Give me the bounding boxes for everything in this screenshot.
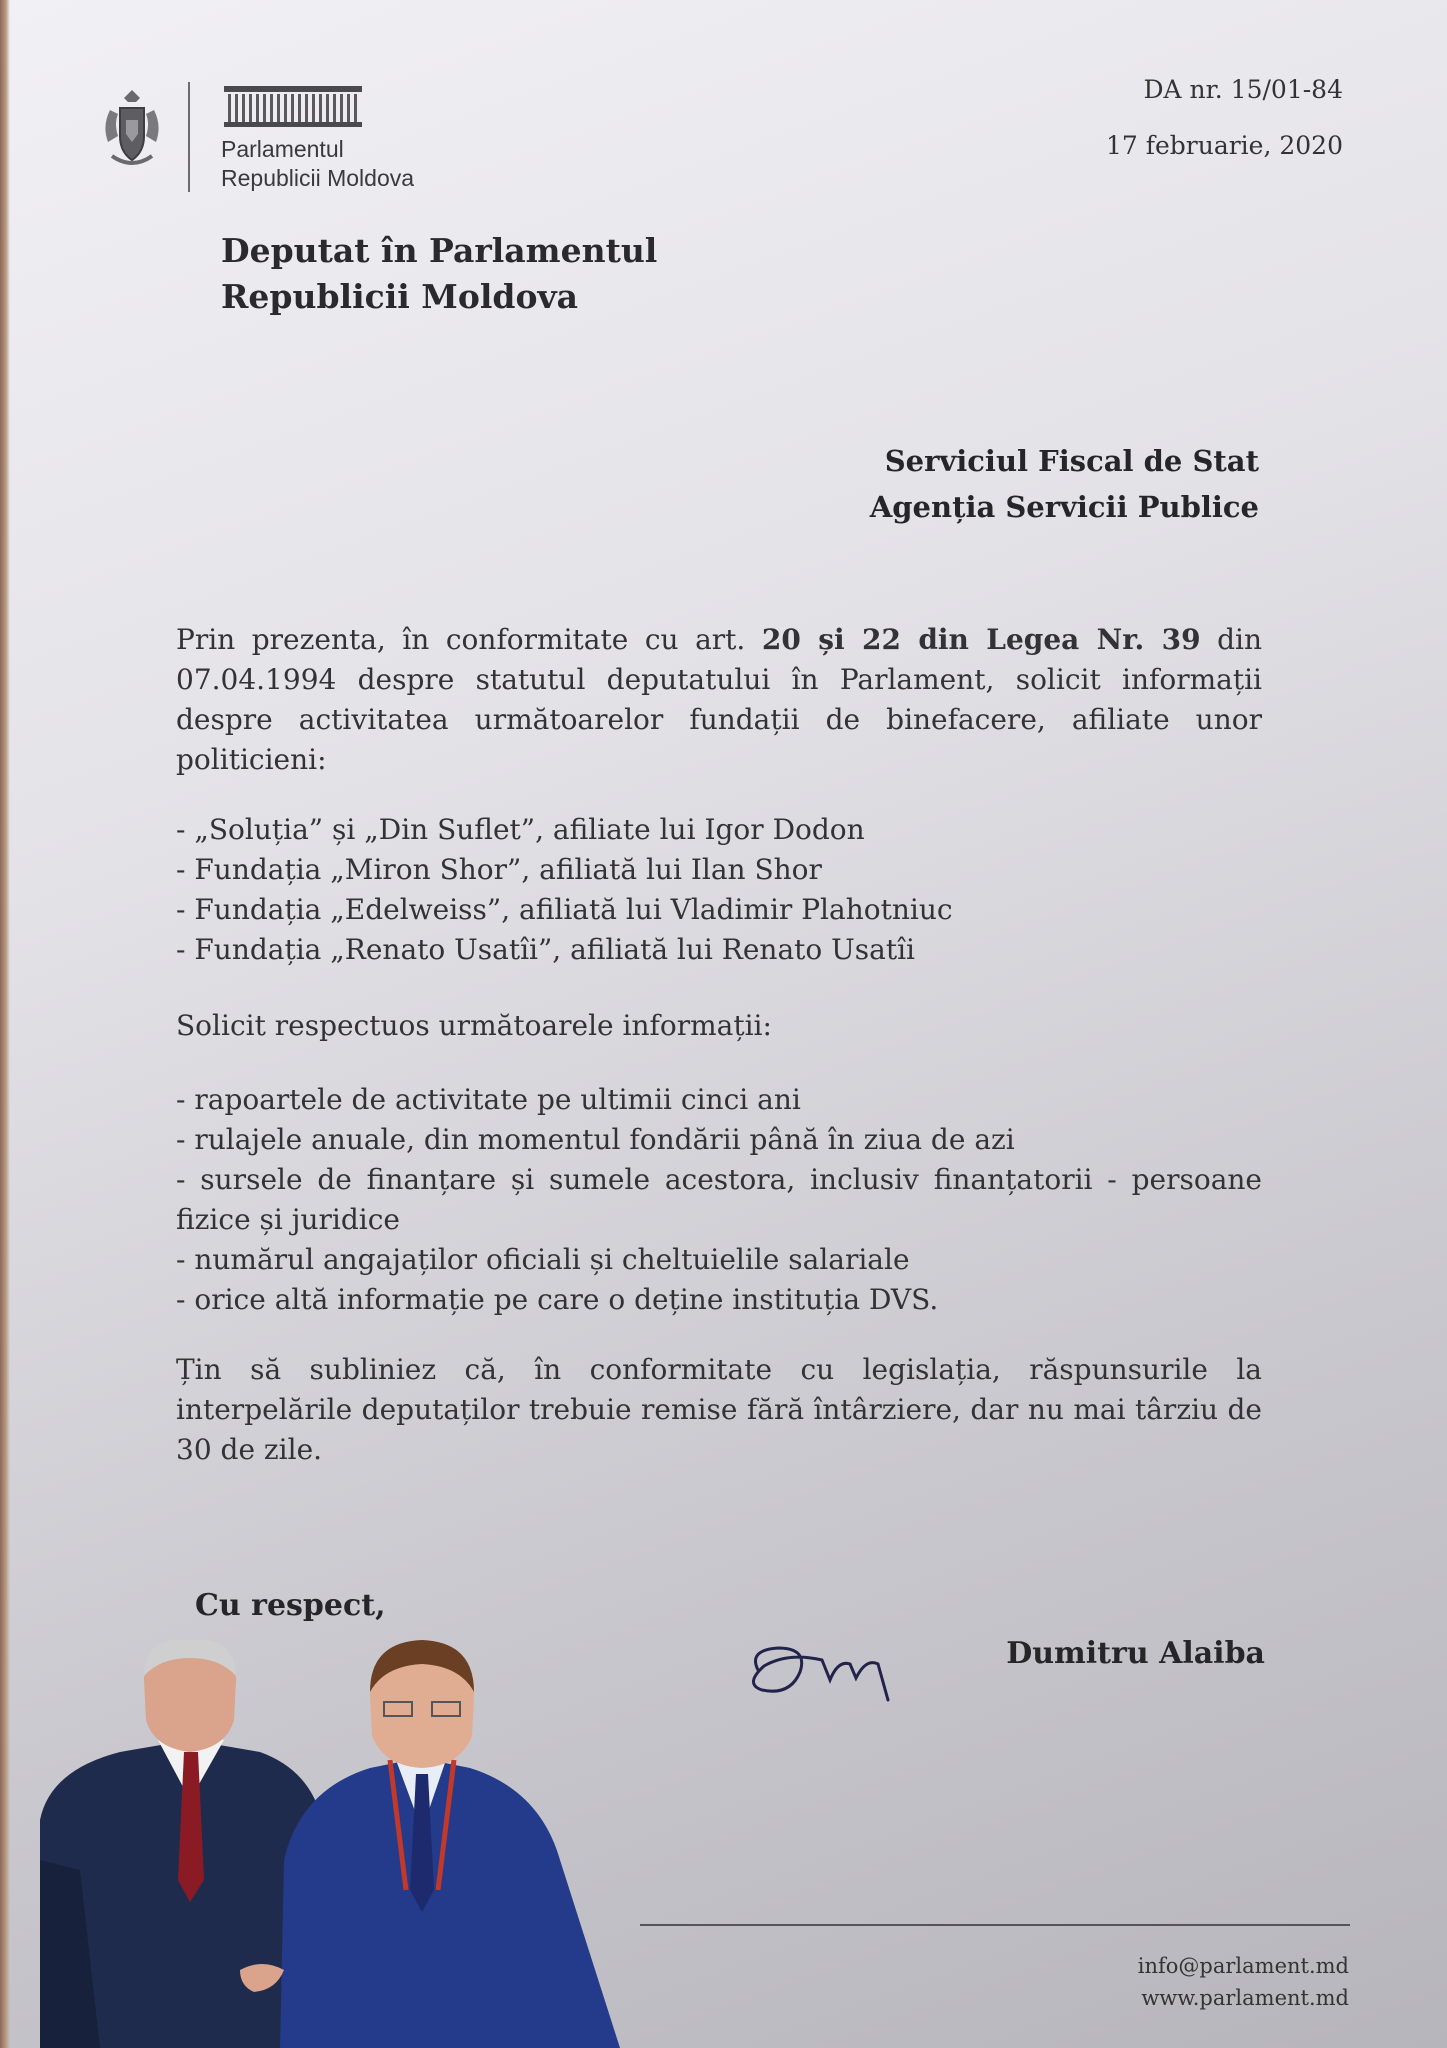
institution-name xyxy=(221,135,414,193)
list-item: - rapoartele de activitate pe ultimii cinci ani xyxy=(176,1083,801,1116)
right-person xyxy=(280,1640,620,2048)
signature-icon xyxy=(738,1630,948,1710)
intro-text-continued: din 07.04.1994 despre statutul deputatului în Parlament, solicit informații despre activitatea următoarelor fundații de binefacere, afiliate unor politicieni: xyxy=(176,623,1263,776)
deputy-title-line2: Republicii Moldova xyxy=(221,277,579,316)
intro-text: Prin prezenta, în conformitate cu art. xyxy=(176,623,762,656)
paper-edge xyxy=(0,0,10,2048)
closing-paragraph: Țin să subliniez că, în conformitate cu legislația, răspunsurile la interpelările deputaților trebuie remise fără întârziere, dar nu mai târziu de 30 de zile. xyxy=(176,1353,1262,1466)
footer-email: info@parlament.md xyxy=(1137,1954,1349,1978)
reference-number: DA nr. 15/01-84 xyxy=(1143,75,1343,104)
list-item: - Fundația „Miron Shor”, afiliată lui Ilan Shor xyxy=(176,853,822,886)
coat-of-arms-icon xyxy=(100,86,164,172)
request-intro: Solicit respectuos următoarele informații: xyxy=(176,1009,772,1042)
list-item: - sursele de finanțare și sumele acestora, inclusiv finanțatorii - persoane fizice și juridice xyxy=(176,1163,1262,1236)
footer-website: www.parlament.md xyxy=(1141,1986,1349,2010)
list-item: - „Soluția” și „Din Suflet”, afiliate lui Igor Dodon xyxy=(176,813,865,846)
recipient-item: Serviciul Fiscal de Stat xyxy=(884,444,1259,478)
handshake-photo xyxy=(40,1640,660,2048)
requests-list xyxy=(176,1080,1262,1320)
footer-divider xyxy=(640,1924,1350,1926)
institution-name-line2: Republicii Moldova xyxy=(221,165,415,191)
foundations-list xyxy=(176,810,1262,970)
salutation: Cu respect, xyxy=(195,1588,386,1623)
parliament-building-icon xyxy=(222,82,364,130)
deputy-title xyxy=(221,228,657,320)
list-item: - rulajele anuale, din momentul fondării până în ziua de azi xyxy=(176,1123,1015,1156)
list-item: - orice altă informație pe care o deține instituția DVS. xyxy=(176,1283,939,1316)
signer-name: Dumitru Alaiba xyxy=(1006,1636,1265,1671)
recipients xyxy=(870,438,1259,530)
deputy-title-line1: Deputat în Parlamentul xyxy=(221,231,658,270)
footer-contact xyxy=(1138,1950,1349,2014)
header-divider xyxy=(188,82,190,192)
intro-law-reference: 20 și 22 din Legea Nr. 39 xyxy=(761,623,1201,656)
list-item: - Fundația „Renato Usatîi”, afiliată lui Renato Usatîi xyxy=(176,933,915,966)
list-item: - numărul angajaților oficiali și cheltuielile salariale xyxy=(176,1243,910,1276)
recipient-item: Agenția Servicii Publice xyxy=(869,490,1259,524)
document-reference xyxy=(1106,72,1343,184)
institution-name-line1: Parlamentul xyxy=(221,136,344,162)
intro-paragraph xyxy=(176,620,1262,780)
document-date: 17 februarie, 2020 xyxy=(1105,131,1343,160)
list-item: - Fundația „Edelweiss”, afiliată lui Vladimir Plahotniuc xyxy=(176,893,953,926)
